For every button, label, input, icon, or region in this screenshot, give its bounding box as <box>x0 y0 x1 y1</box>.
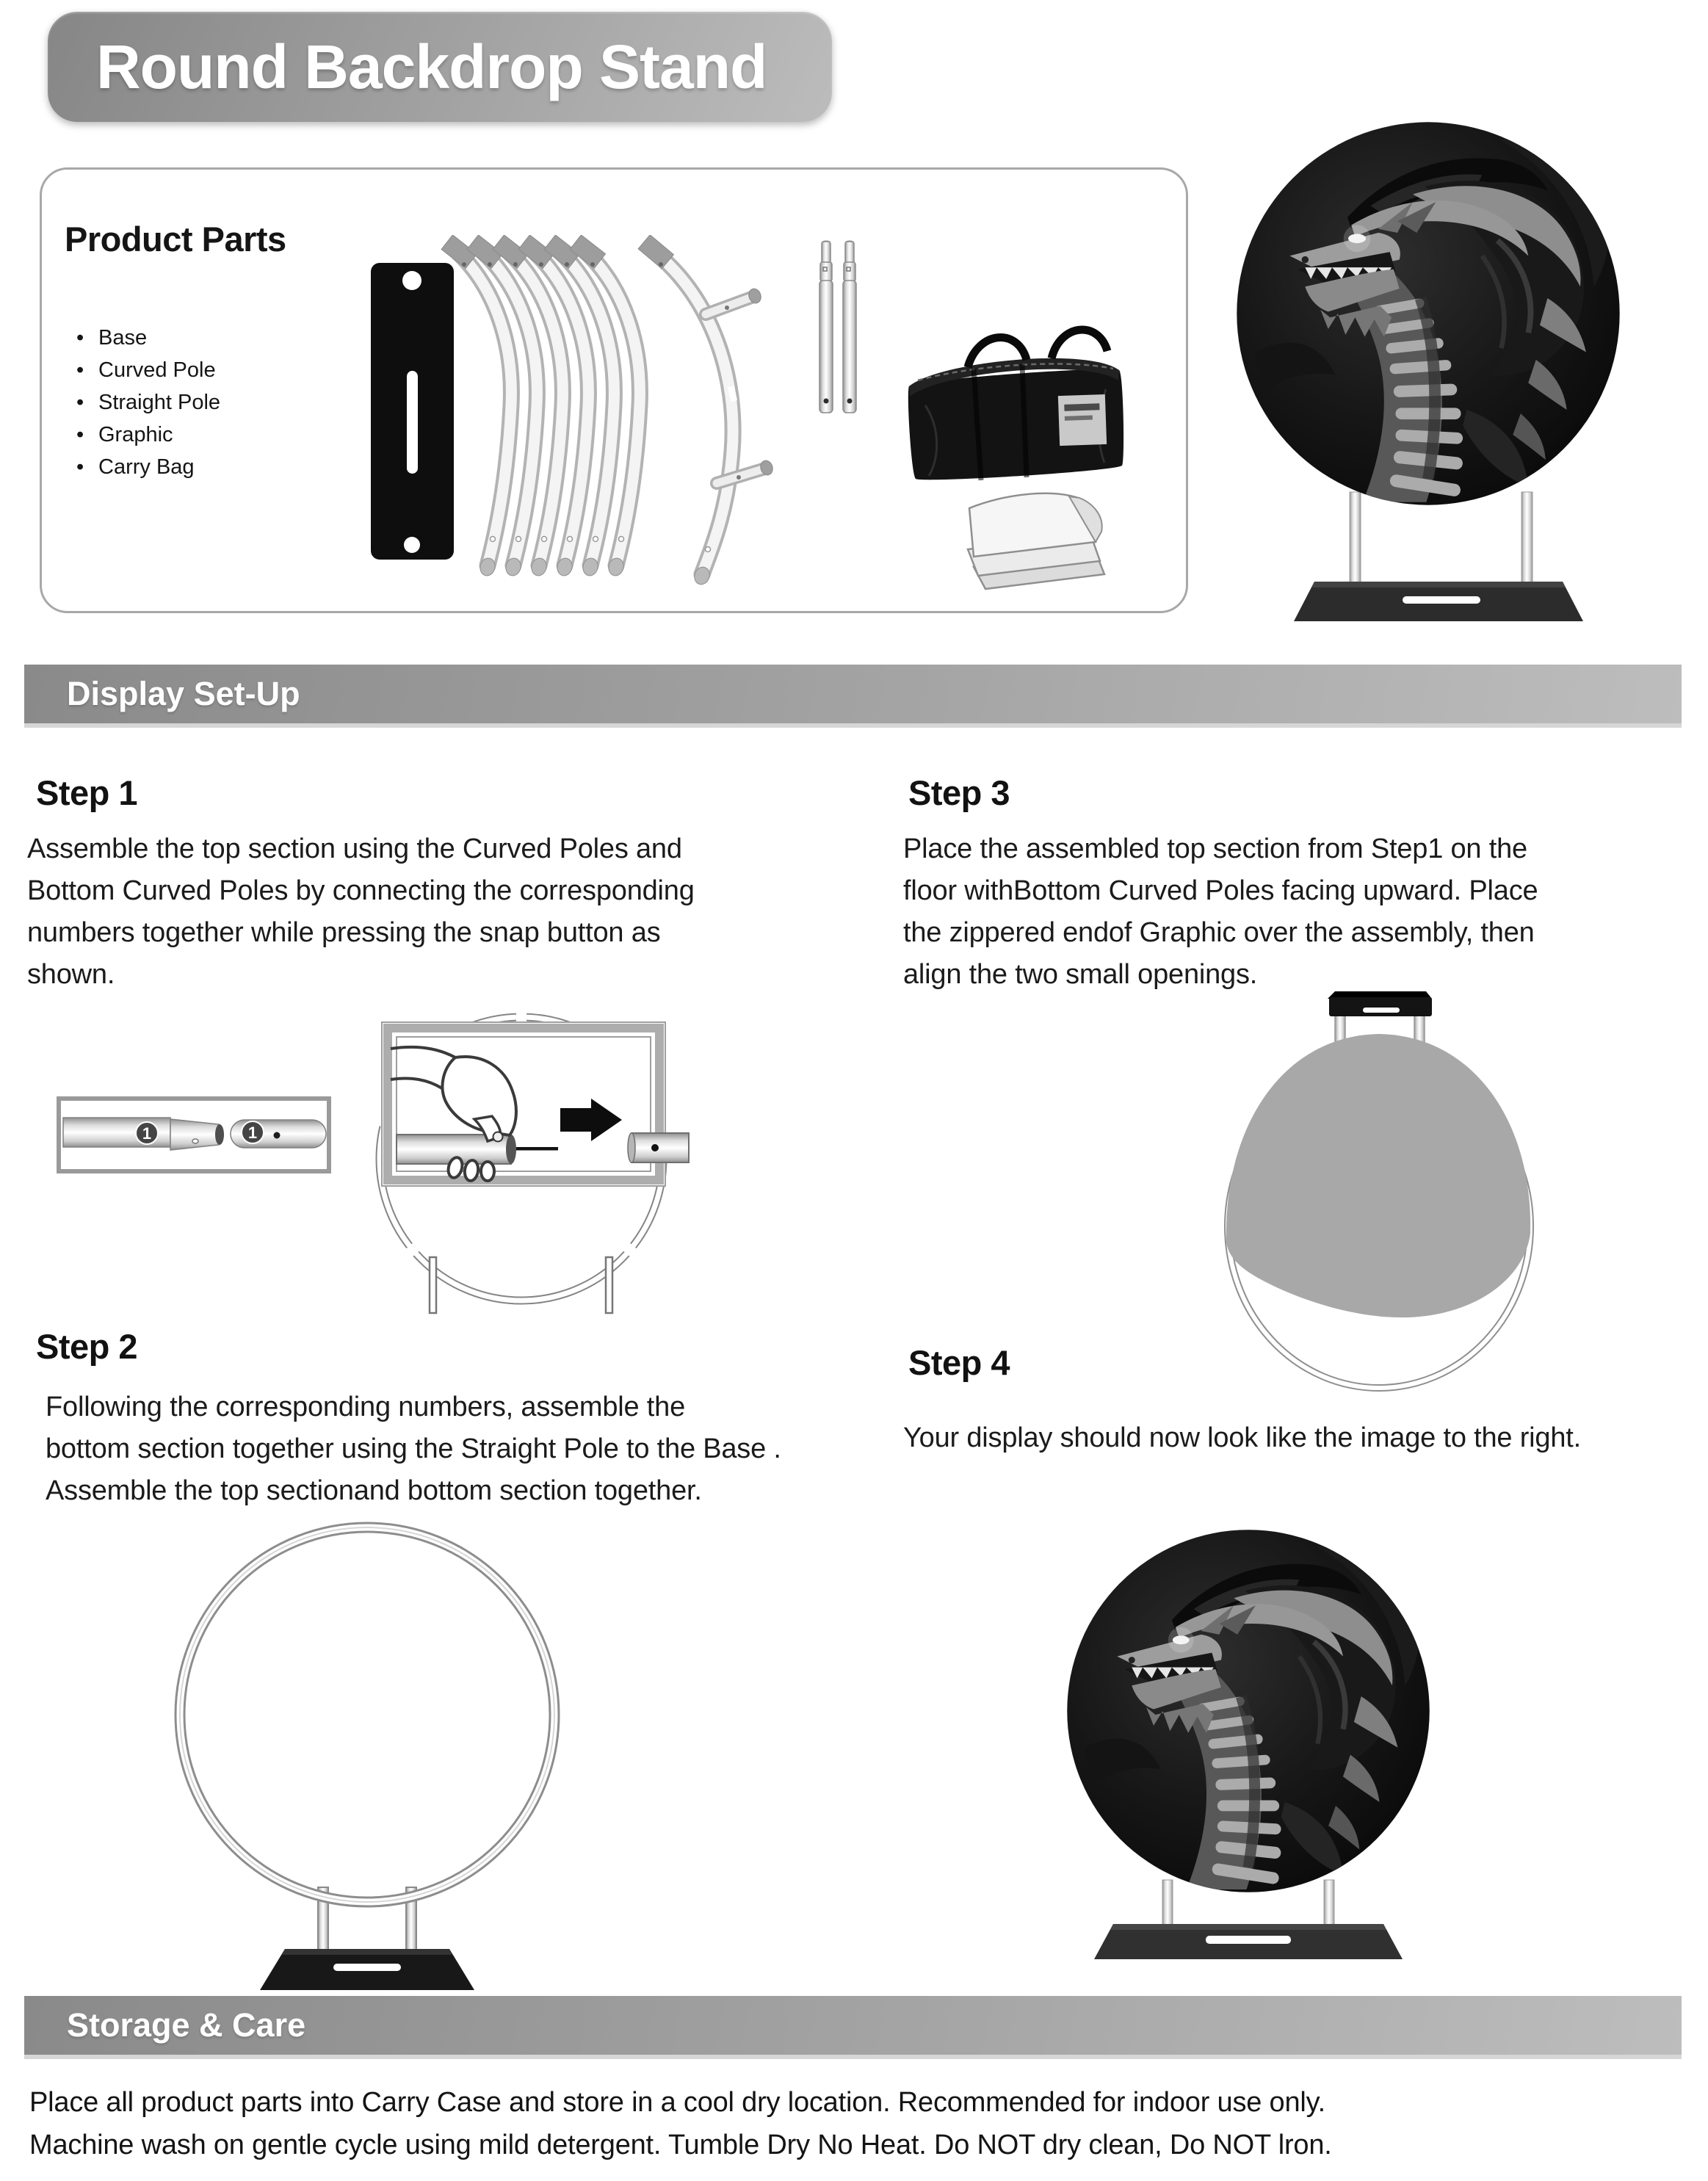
pole-number-badge: 1 <box>247 1124 258 1142</box>
text-line: floor withBottom Curved Poles facing upward. Place <box>903 875 1538 906</box>
section-title: Storage & Care <box>67 2006 306 2044</box>
text-line: Machine wash on gentle cycle using mild detergent. Tumble Dry No Heat. Do NOT dry clean, Do NOT lron. <box>29 2130 1332 2160</box>
step3-heading: Step 3 <box>908 773 1010 812</box>
text-line: the zippered endof Graphic over the assembly, then <box>903 917 1535 948</box>
step4-finished-display-icon <box>1050 1513 1447 1964</box>
list-item-graphic: • Graphic <box>72 419 220 451</box>
step1-heading: Step 1 <box>36 773 138 812</box>
step1-body <box>27 828 872 996</box>
bottom-curved-pole-icon <box>638 235 775 587</box>
step2-illustration <box>169 1520 580 1994</box>
text-line: Following the corresponding numbers, assemble the <box>46 1392 686 1422</box>
step2-heading: Step 2 <box>36 1327 138 1366</box>
graphic-over-frame-icon <box>1226 991 1530 1388</box>
list-item-base: • Base <box>72 322 220 354</box>
straight-poles-icon <box>819 241 856 413</box>
storage-care-banner <box>24 1996 1682 2059</box>
folded-graphic-icon <box>968 493 1104 589</box>
dragon-backdrop-stand-icon <box>1219 103 1630 632</box>
text-line: Your display should now look like the image to the right. <box>903 1422 1581 1453</box>
list-item-straight-pole: • Straight Pole <box>72 386 220 419</box>
text-line: numbers together while pressing the snap button as <box>27 917 661 948</box>
text-line: shown. <box>27 959 115 990</box>
text-line: bottom section together using the Straight Pole to the Base . <box>46 1433 781 1464</box>
title-banner <box>48 12 832 122</box>
product-parts-heading: Product Parts <box>65 220 286 258</box>
assembled-ring-icon <box>180 1527 554 1990</box>
carry-bag-icon <box>908 330 1123 480</box>
step2-body <box>46 1386 897 1512</box>
pole-number-badge: 1 <box>142 1124 152 1143</box>
product-parts-list <box>72 322 220 483</box>
text-line: Bottom Curved Poles by connecting the corresponding <box>27 875 695 906</box>
text-line: align the two small openings. <box>903 959 1258 990</box>
step1-illustration <box>44 1006 705 1373</box>
step4-heading: Step 4 <box>908 1343 1010 1382</box>
text-line: Place all product parts into Carry Case and store in a cool dry location. Recommended for indoor use only. <box>29 2087 1326 2118</box>
curved-poles-icon <box>441 235 640 577</box>
list-item-carry-bag: • Carry Bag <box>72 451 220 483</box>
storage-care-body <box>29 2081 1332 2166</box>
text-line: Assemble the top sectionand bottom section together. <box>46 1475 702 1506</box>
section-title: Display Set-Up <box>67 675 300 712</box>
step3-body <box>903 828 1696 996</box>
text-line: Place the assembled top section from Step1 on the <box>903 833 1527 864</box>
base-plate-icon <box>371 263 454 560</box>
step4-body <box>903 1417 1704 1459</box>
step3-illustration <box>1212 984 1557 1395</box>
text-line: Assemble the top section using the Curved Poles and <box>27 833 682 864</box>
pole-connection-detail-icon <box>59 1099 329 1171</box>
product-parts-illustration <box>360 235 1197 591</box>
snap-button-press-icon <box>382 1022 689 1186</box>
display-setup-banner <box>24 665 1682 728</box>
list-item-curved-pole: • Curved Pole <box>72 354 220 386</box>
page-title: Round Backdrop Stand <box>96 32 767 101</box>
